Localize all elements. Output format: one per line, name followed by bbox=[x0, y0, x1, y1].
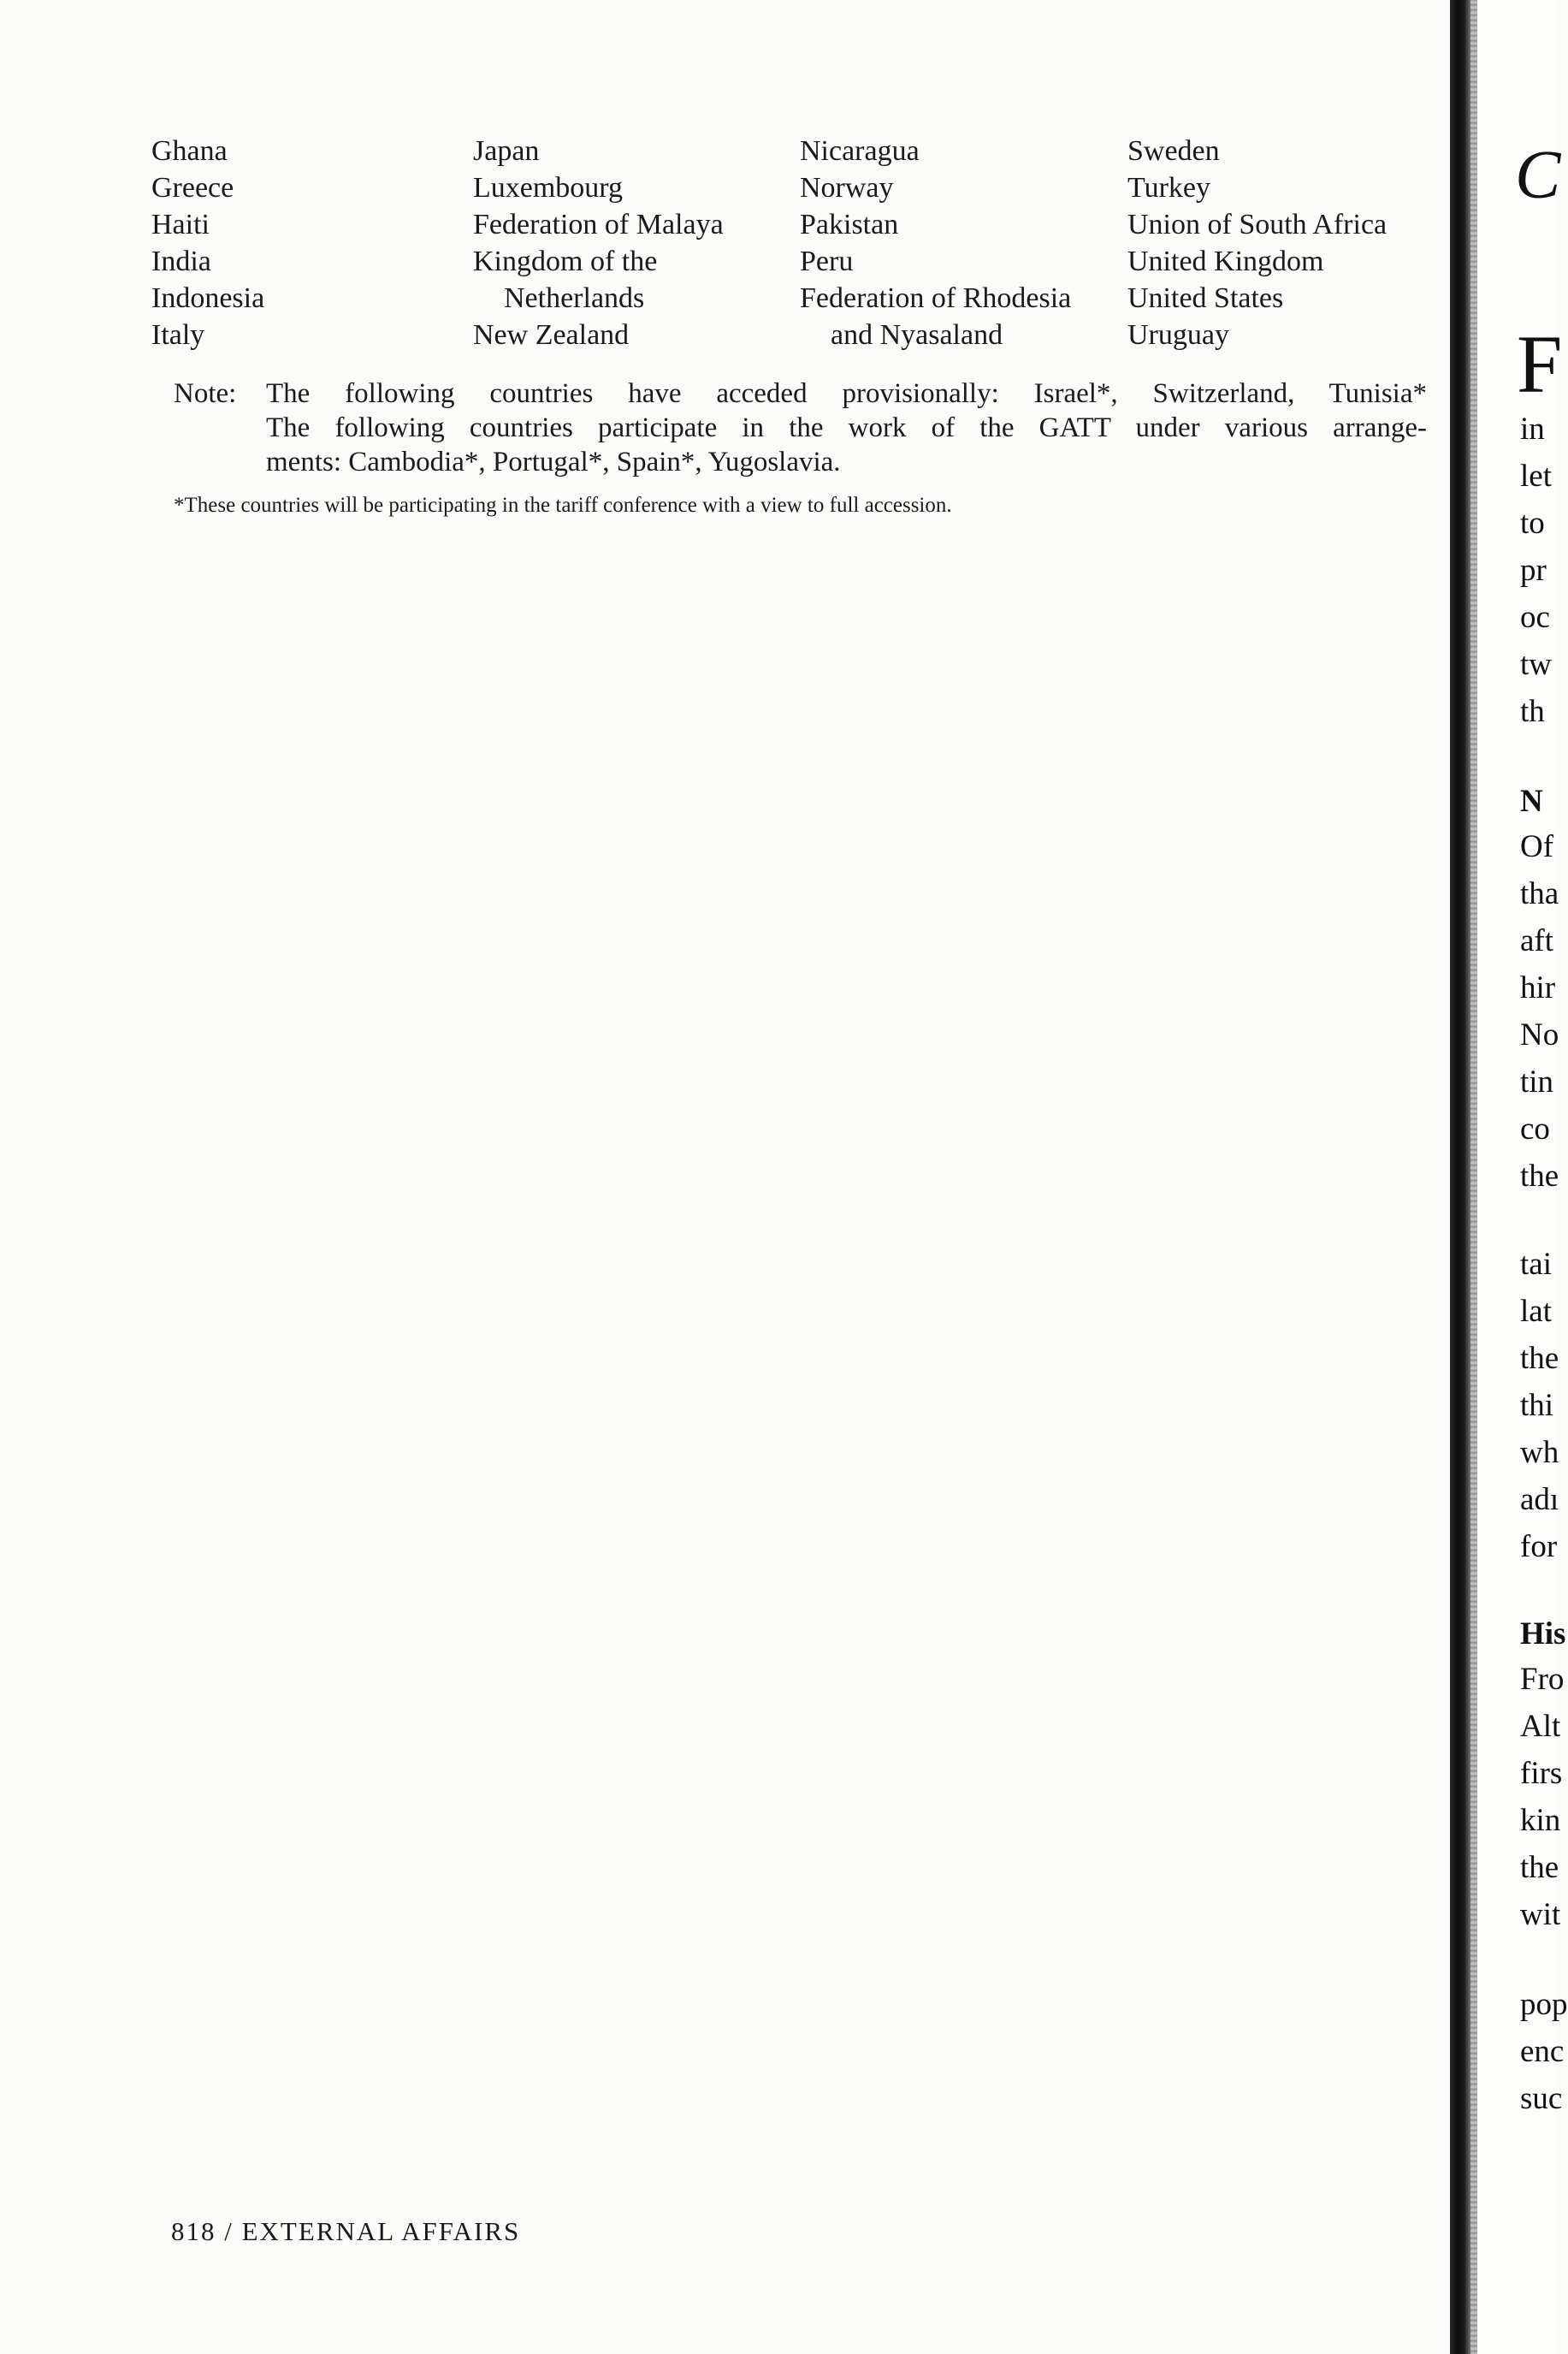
facing-page-text: wit bbox=[1520, 1897, 1561, 1932]
book-spine-shadow bbox=[1450, 0, 1470, 2354]
facing-page-text: pop bbox=[1520, 1987, 1568, 2022]
facing-page-text: kin bbox=[1520, 1803, 1561, 1838]
facing-page-text: to bbox=[1520, 506, 1545, 541]
note-line: ments: Cambodia*, Portugal*, Spain*, Yugoslavia. bbox=[266, 447, 841, 477]
facing-page-text: the bbox=[1520, 1159, 1559, 1194]
country-name: Sweden bbox=[1127, 135, 1220, 167]
note-line: The following countries participate in the work of the GATT under various arrange- bbox=[266, 412, 1427, 443]
country-name: Turkey bbox=[1127, 172, 1210, 204]
note-body bbox=[266, 377, 1427, 479]
country-name: Luxembourg bbox=[473, 172, 624, 204]
country-name: Indonesia bbox=[151, 282, 265, 314]
facing-page-text: tin bbox=[1520, 1064, 1554, 1100]
note-label: Note: bbox=[174, 378, 237, 409]
country-name: Greece bbox=[151, 172, 234, 204]
country-column-4 bbox=[1127, 133, 1387, 353]
country-column-2 bbox=[473, 133, 724, 353]
country-column-1 bbox=[151, 133, 264, 353]
facing-page-text: C bbox=[1515, 138, 1561, 213]
facing-page-text: Of bbox=[1520, 829, 1554, 864]
page-edge bbox=[1470, 0, 1477, 2354]
facing-page-text: No bbox=[1520, 1017, 1559, 1052]
country-name: Peru bbox=[800, 246, 854, 277]
country-name: Japan bbox=[473, 135, 540, 167]
facing-page-text: thi bbox=[1520, 1388, 1554, 1423]
facing-page-text: co bbox=[1520, 1112, 1550, 1147]
facing-page-text: Fro bbox=[1520, 1662, 1565, 1697]
country-name-continued: Netherlands bbox=[504, 282, 645, 314]
country-name-continued: and Nyasaland bbox=[831, 319, 1003, 351]
country-column-3 bbox=[800, 133, 1071, 353]
facing-page-text: wh bbox=[1520, 1435, 1559, 1470]
facing-page-text: for bbox=[1520, 1529, 1558, 1564]
facing-page-text: in bbox=[1520, 412, 1545, 447]
page-folio: 818 / EXTERNAL AFFAIRS bbox=[171, 2216, 521, 2246]
country-name: Federation of Rhodesia bbox=[800, 282, 1072, 314]
facing-page-text: lat bbox=[1520, 1294, 1552, 1329]
facing-page-text: aft bbox=[1520, 923, 1554, 958]
facing-page-text: firs bbox=[1520, 1756, 1563, 1791]
country-name: United States bbox=[1127, 282, 1284, 314]
facing-page-fragment bbox=[1477, 0, 1568, 2354]
facing-page-text: enc bbox=[1520, 2034, 1565, 2069]
country-name: India bbox=[151, 246, 211, 277]
country-name: Norway bbox=[800, 172, 894, 204]
country-name: Pakistan bbox=[800, 209, 899, 240]
facing-page-text: pr bbox=[1520, 553, 1547, 588]
facing-page-heading: N bbox=[1520, 784, 1543, 819]
country-name: Union of South Africa bbox=[1127, 209, 1388, 240]
facing-page-text: th bbox=[1520, 694, 1545, 729]
facing-page-text: the bbox=[1520, 1850, 1559, 1885]
country-name: United Kingdom bbox=[1127, 246, 1324, 277]
facing-page-text: hir bbox=[1520, 970, 1556, 1005]
facing-page-text: oc bbox=[1520, 600, 1550, 635]
country-name: New Zealand bbox=[473, 319, 630, 351]
note-line: The following countries have acceded provisionally: Israel*, Switzerland, Tunisia* bbox=[266, 378, 1427, 409]
facing-page-text: Alt bbox=[1520, 1709, 1561, 1744]
country-name: Kingdom of the bbox=[473, 246, 658, 277]
country-name: Haiti bbox=[151, 209, 210, 240]
facing-page-text: tw bbox=[1520, 647, 1552, 682]
country-name: Uruguay bbox=[1127, 319, 1229, 351]
facing-page-heading: His bbox=[1520, 1616, 1566, 1651]
footnote: *These countries will be participating in the tariff conference with a view to full accession. bbox=[174, 494, 952, 517]
facing-page-text: the bbox=[1520, 1341, 1559, 1376]
facing-page-text: adı bbox=[1520, 1482, 1559, 1517]
note-paragraph bbox=[174, 377, 1427, 479]
country-name: Ghana bbox=[151, 135, 228, 167]
country-name: Italy bbox=[151, 319, 205, 351]
facing-page-text: suc bbox=[1520, 2081, 1563, 2116]
country-name: Nicaragua bbox=[800, 135, 920, 167]
facing-page-text: let bbox=[1520, 459, 1552, 494]
country-name: Federation of Malaya bbox=[473, 209, 724, 240]
facing-page-text: tha bbox=[1520, 876, 1559, 911]
facing-page-drop-cap: F bbox=[1517, 318, 1563, 410]
facing-page-text: tai bbox=[1520, 1247, 1552, 1282]
